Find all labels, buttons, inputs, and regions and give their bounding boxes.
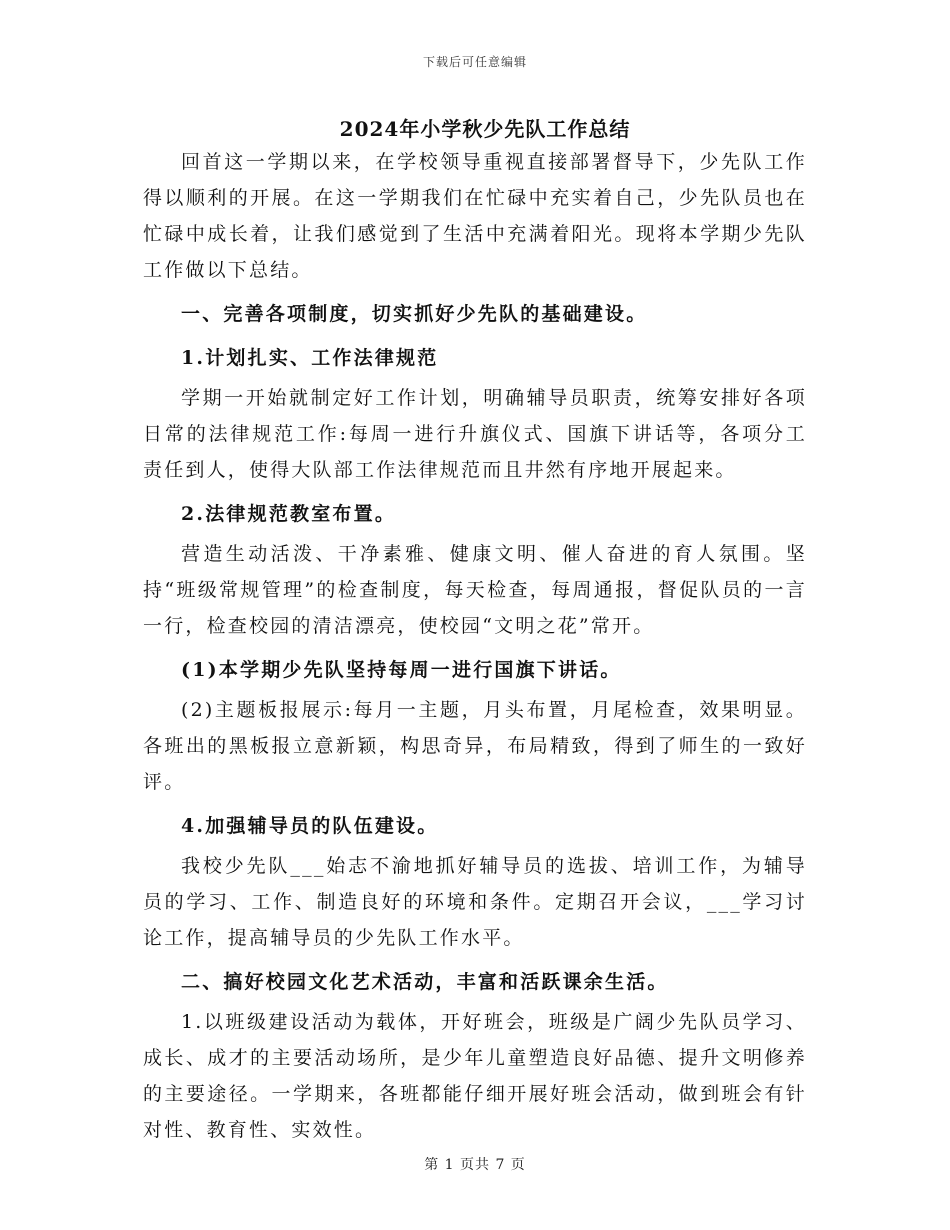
subheading-flag-speech: (1)本学期少先队坚持每周一进行国旗下讲话。 — [181, 659, 622, 681]
page-number: 第 1 页共 7 页 — [424, 1157, 526, 1173]
paragraph-classroom: 营造生动活泼、干净素雅、健康文明、催人奋进的育人氛围。坚持“班级常规管理”的检查制度，每天检查，每周通报，督促队员的一言一行，检查校园的清洁漂亮，使校园“文明之花”常开。 — [143, 543, 807, 637]
section-heading-2: 二、搞好校园文化艺术活动，丰富和活跃课余生活。 — [181, 971, 669, 993]
document-title: 2024年小学秋少先队工作总结 — [339, 117, 631, 141]
section-heading-1: 一、完善各项制度，切实抓好少先队的基础建设。 — [181, 303, 648, 325]
paragraph-blackboard: (2)主题板报展示:每月一主题，月头布置，月尾检查，效果明显。各班出的黑板报立意新颖，构思奇异，布局精致，得到了师生的一致好评。 — [143, 699, 807, 793]
subheading-counselors: 4.加强辅导员的队伍建设。 — [181, 815, 439, 837]
page-header-note: 下载后可任意编辑 — [422, 55, 527, 69]
paragraph-intro: 回首这一学期以来，在学校领导重视直接部署督导下，少先队工作得以顺利的开展。在这一学期我们在忙碌中充实着自己，少先队员也在忙碌中成长着，让我们感觉到了生活中充满着阳光。现将本学期少先队工作做以下总结。 — [143, 151, 807, 281]
paragraph-plan: 学期一开始就制定好工作计划，明确辅导员职责，统筹安排好各项日常的法律规范工作:每周一进行升旗仪式、国旗下讲话等，各项分工责任到人，使得大队部工作法律规范而且井然有序地开展起来。 — [143, 387, 807, 481]
subheading-plan: 1.计划扎实、工作法律规范 — [181, 347, 439, 369]
paragraph-class-meeting: 1.以班级建设活动为载体，开好班会，班级是广阔少先队员学习、成长、成才的主要活动场所，是少年儿童塑造良好品德、提升文明修养的主要途径。一学期来，各班都能仔细开展好班会活动，做到班会有针对性、教育性、实效性。 — [143, 1011, 807, 1141]
document-body — [143, 144, 807, 1150]
paragraph-counselors: 我校少先队___始志不渝地抓好辅导员的选拔、培训工作，为辅导员的学习、工作、制造良好的环境和条件。定期召开会议，___学习讨论工作，提高辅导员的少先队工作水平。 — [143, 855, 807, 949]
subheading-classroom: 2.法律规范教室布置。 — [181, 503, 397, 525]
